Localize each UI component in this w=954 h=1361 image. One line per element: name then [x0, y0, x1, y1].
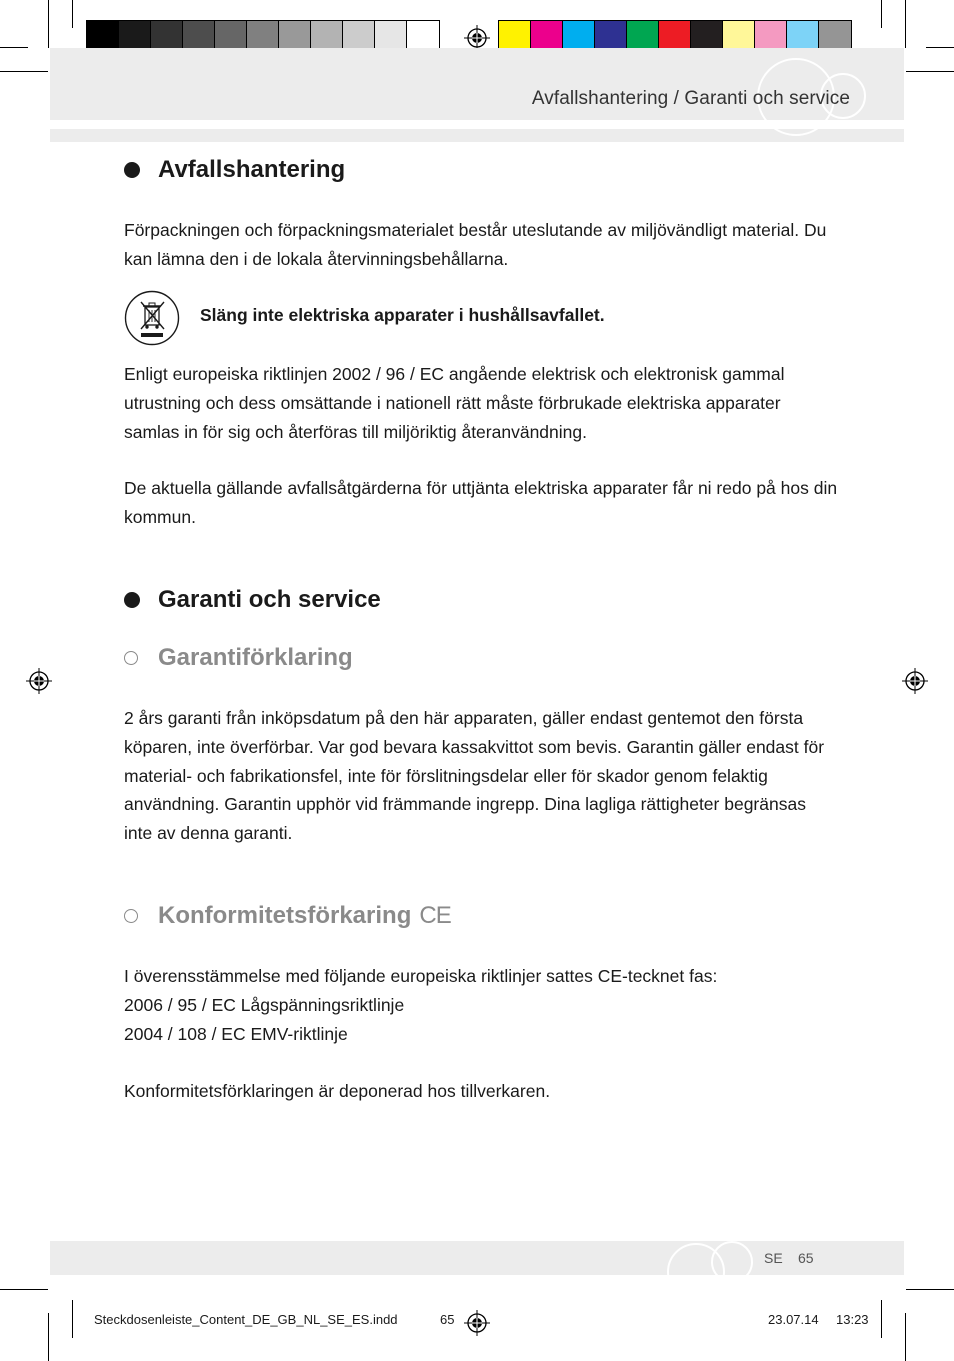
conformity-directive-line: 2004 / 108 / EC EMV-riktlinje — [124, 1024, 348, 1044]
crop-mark — [0, 71, 48, 72]
ce-mark-icon: CE — [419, 902, 451, 929]
language-code: SE — [764, 1250, 783, 1266]
waste-directive-paragraph: Enligt europeiska riktlinjen 2002 / 96 / EC angående elektrisk och elektronisk gammal utrustning och dess omsättande i nationell rätt måste förbrukade elektriska apparater samlas in för sig och återföras till miljöriktig återanvändning. — [124, 364, 785, 442]
print-date: 23.07.14 — [768, 1312, 819, 1327]
print-time: 13:23 — [836, 1312, 869, 1327]
subheading-title: Garantiförklaring — [158, 644, 353, 671]
crop-mark — [905, 1313, 906, 1361]
section-heading-warranty — [124, 586, 381, 614]
open-bullet-icon — [124, 651, 138, 665]
crop-mark — [906, 1289, 954, 1290]
subheading-title: Konformitetsförkaring — [158, 902, 412, 929]
registration-mark-icon — [902, 668, 928, 694]
crop-mark — [0, 1289, 48, 1290]
open-bullet-icon — [124, 909, 138, 923]
crop-mark — [48, 1313, 49, 1361]
crop-mark — [905, 0, 906, 48]
conformity-note-line: Konformitetsförklaringen är deponerad hos tillverkaren. — [124, 1081, 551, 1101]
subheading-conformity — [124, 902, 451, 930]
crop-mark — [72, 1300, 73, 1338]
crop-mark — [881, 1300, 882, 1338]
crop-mark — [72, 0, 73, 28]
registration-mark-icon — [26, 668, 52, 694]
print-file-page: 65 — [440, 1312, 455, 1327]
crossed-out-bin-icon — [124, 290, 180, 346]
conformity-directive-line: 2006 / 95 / EC Lågspänningsriktlinje — [124, 995, 405, 1015]
waste-intro-paragraph: Förpackningen och förpackningsmaterialet består uteslutande av miljövändligt material. Du kan lämna den i de lokala återvinningsbehållarna. — [124, 220, 827, 269]
crop-mark — [926, 47, 954, 48]
section-heading-waste — [124, 156, 345, 184]
subheading-warranty-declaration — [124, 644, 353, 672]
warranty-declaration-paragraph: 2 års garanti från inköpsdatum på den här apparaten, gäller endast gentemot den första köparen, inte överförbar. Var god bevara kassakvittot som bevis. Garantin gäller endast för material- och fabrikationsfel, inte för förslitningsdelar eller för skador genom felaktig användning. Garantin upphör vid främmande ingrepp. Dina lagliga rättigheter begränsas inte av denna garanti. — [124, 708, 825, 844]
waste-local-paragraph: De aktuella gällande avfallsåtgärderna för uttjänta elektriska apparater får ni redo på hos din kommun. — [124, 478, 838, 527]
crop-mark — [48, 0, 49, 48]
section-title: Garanti och service — [158, 586, 381, 613]
bullet-icon — [124, 592, 140, 608]
decorative-circles-icon — [666, 1222, 776, 1282]
electrical-disposal-warning: Släng inte elektriska apparater i hushållsavfallet. — [200, 305, 605, 325]
registration-mark-icon — [464, 1310, 490, 1336]
conformity-intro-line: I överensstämmelse med följande europeiska riktlinjer sattes CE-tecknet fas: — [124, 966, 718, 986]
page-header-title: Avfallshantering / Garanti och service — [531, 88, 850, 109]
crop-mark — [881, 0, 882, 28]
crop-mark — [0, 47, 28, 48]
crop-mark — [906, 71, 954, 72]
section-title: Avfallshantering — [158, 156, 346, 183]
print-file-name: Steckdosenleiste_Content_DE_GB_NL_SE_ES.indd — [94, 1312, 398, 1327]
page-number: 65 — [798, 1250, 814, 1266]
bullet-icon — [124, 162, 140, 178]
